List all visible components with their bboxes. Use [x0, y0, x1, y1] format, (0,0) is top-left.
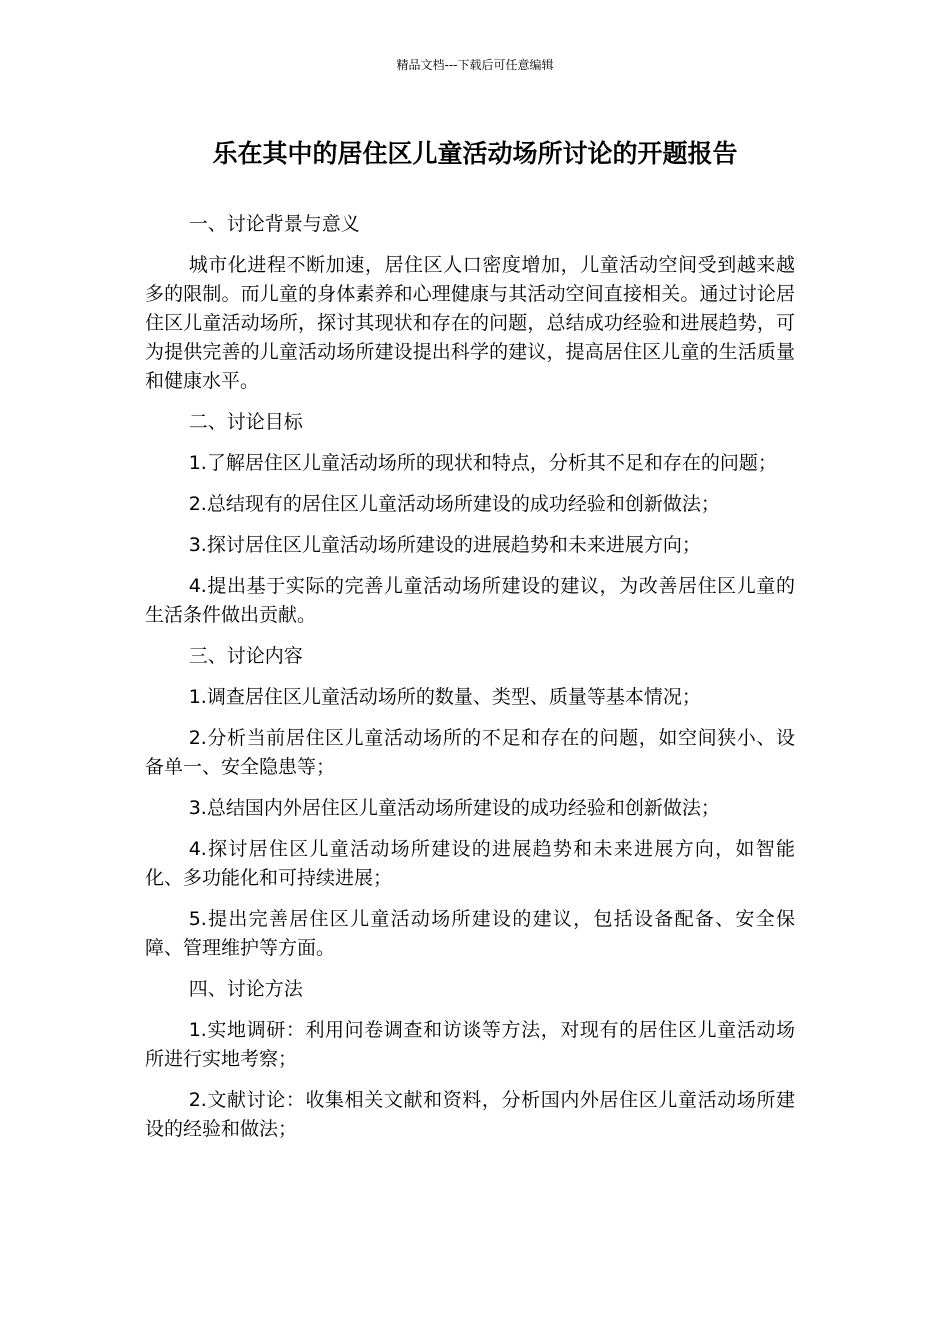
- content-item: 1.调查居住区儿童活动场所的数量、类型、质量等基本情况；: [188, 686, 701, 708]
- goal-item: 2.总结现有的居住区儿童活动场所建设的成功经验和创新做法；: [188, 493, 720, 515]
- document-body: [145, 210, 795, 1156]
- section-heading-background: 一、讨论背景与意义: [188, 213, 360, 235]
- content-item: 4.探讨居住区儿童活动场所建设的进展趋势和未来进展方向，如智能化、多功能化和可持续进展；: [145, 838, 795, 889]
- header-note: 精品文档---下载后可任意编辑: [396, 58, 554, 72]
- section-heading-goals: 二、讨论目标: [188, 411, 303, 433]
- section-heading-content: 三、讨论内容: [188, 645, 303, 667]
- goal-item: 3.探讨居住区儿童活动场所建设的进展趋势和未来进展方向；: [188, 534, 701, 556]
- section-heading-methods: 四、讨论方法: [188, 978, 303, 1000]
- paragraph-background: 城市化进程不断加速，居住区人口密度增加，儿童活动空间受到越来越多的限制。而儿童的身体素养和心理健康与其活动空间直接相关。通过讨论居住区儿童活动场所，探讨其现状和存在的问题，总结成功经验和进展趋势，可为提供完善的儿童活动场所建设提出科学的建议，提高居住区儿童的生活质量和健康水平。: [145, 254, 795, 392]
- method-item: 2.文献讨论：收集相关文献和资料，分析国内外居住区儿童活动场所建设的经验和做法；: [145, 1089, 795, 1140]
- document-title: 乐在其中的居住区儿童活动场所讨论的开题报告: [212, 139, 738, 168]
- content-item: 5.提出完善居住区儿童活动场所建设的建议，包括设备配备、安全保障、管理维护等方面。: [145, 908, 795, 959]
- content-item: 3.总结国内外居住区儿童活动场所建设的成功经验和创新做法；: [188, 797, 720, 819]
- method-item: 1.实地调研：利用问卷调查和访谈等方法，对现有的居住区儿童活动场所进行实地考察；: [145, 1019, 795, 1070]
- content-item: 2.分析当前居住区儿童活动场所的不足和存在的问题，如空间狭小、设备单一、安全隐患等；: [145, 727, 795, 778]
- goal-item: 1.了解居住区儿童活动场所的现状和特点，分析其不足和存在的问题；: [188, 452, 777, 474]
- goal-item: 4.提出基于实际的完善儿童活动场所建设的建议，为改善居住区儿童的生活条件做出贡献。: [145, 575, 795, 626]
